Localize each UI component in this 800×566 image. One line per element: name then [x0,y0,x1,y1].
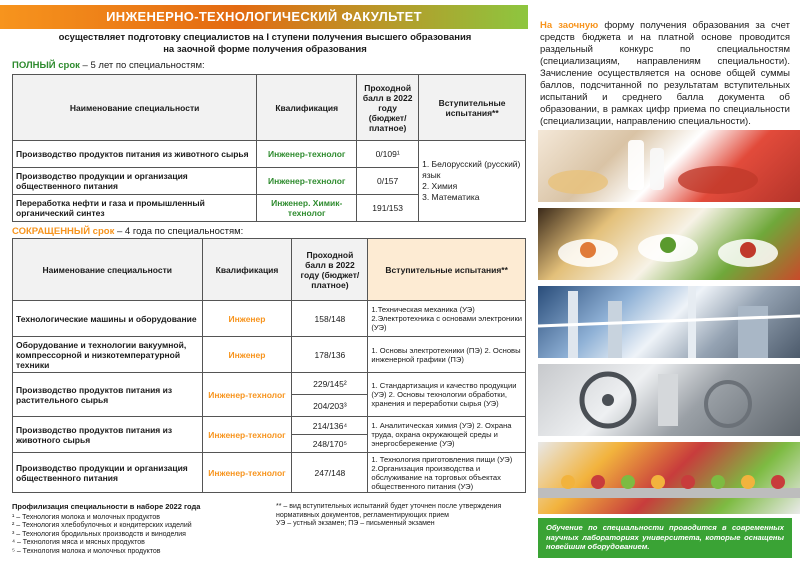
col-exams: Вступительные испытания** [368,239,526,301]
machinery-photo [538,364,800,436]
passing-score: 0/157 [357,168,419,195]
col-score: Проходной балл в 2022 году (бюджет/ платное) [357,75,419,141]
full-term-table [12,74,526,222]
footnotes-heading: Профилизация специальности в наборе 2022 года [12,502,201,511]
passing-score: 248/170⁵ [292,435,368,453]
specialty-name: Технологические машины и оборудование [13,301,203,337]
specialty-name: Оборудование и технологии вакуумной, компрессорной и низкотемпературной техники [13,337,203,373]
col-qualification: Квалификация [257,75,357,141]
production-line-photo [538,442,800,514]
refinery-photo [538,286,800,358]
admission-text: форму получения образования за счет средств бюджета и на платной основе проводится раздельный конкурс по специальностям (специализациям, направлениям специальности). Зачисление осуществляется на основе общей суммы баллов, подсчитанной по результатам вступительных испытаний и среднего балла документа об образовании, в рамках цифр приема по специальности (специализации, направлению специальности). [540,20,790,127]
passing-score: 204/203³ [292,395,368,417]
subtitle [10,32,520,56]
qualification: Инженер-технолог [257,168,357,195]
passing-score: 178/136 [292,337,368,373]
passing-score: 158/148 [292,301,368,337]
exam-item: 3. Математика [422,192,480,202]
full-term-desc: – 5 лет по специальностям: [79,60,205,71]
short-term-label: СОКРАЩЕННЫЙ срок [12,226,115,237]
specialty-name: Производство продуктов питания из животного сырья [13,417,203,453]
short-term-table [12,238,526,493]
col-specialty: Наименование специальности [13,75,257,141]
passing-score: 229/145² [292,373,368,395]
specialty-name: Переработка нефти и газа и промышленный органический синтез [13,195,257,222]
subtitle-line-2: на заочной форме получения образования [163,44,367,55]
specialty-name: Производство продуктов питания из растительного сырья [13,373,203,417]
exams-list [419,141,526,222]
qualification: Инженер. Химик-технолог [257,195,357,222]
table-row [13,301,526,337]
table-row [13,373,526,395]
table-row [13,337,526,373]
specialty-name: Производство продуктов питания из животного сырья [13,141,257,168]
table-row [13,417,526,435]
exam-abbrev-note: УЭ – устный экзамен; ПЭ – письменный экзамен [276,520,435,528]
table-row [13,141,526,168]
col-exams: Вступительные испытания** [419,75,526,141]
footnote-item: ³ – Технология бродильных производств и виноделия [12,530,186,538]
exam-notes [276,503,528,529]
admission-info [540,20,790,128]
qualification: Инженер-технолог [202,417,292,453]
dairy-products-photo [538,130,800,202]
short-term-desc: – 4 года по специальностям: [114,226,244,237]
qualification: Инженер [202,337,292,373]
subtitle-line-1: осуществляет подготовку специалистов на I ступени получения высшего образования [58,32,472,43]
passing-score: 0/109¹ [357,141,419,168]
footnotes [12,503,272,557]
qualification: Инженер-технолог [202,453,292,493]
exam-item: 1. Белорусский (русский) язык [422,159,521,180]
exams-list: 1. Технология приготовления пищи (УЭ) 2.Организация производства и обслуживание на торговых объектах общественного питания (УЭ) [368,453,526,493]
passing-score: 191/153 [357,195,419,222]
qualification: Инженер [202,301,292,337]
qualification: Инженер-технолог [202,373,292,417]
faculty-title: ИНЖЕНЕРНО-ТЕХНОЛОГИЧЕСКИЙ ФАКУЛЬТЕТ [0,5,528,29]
prepared-dishes-photo [538,208,800,280]
footnote-item: ⁵ – Технология молока и молочных продуктов [12,547,161,555]
footnote-item: ² – Технология хлебобулочных и кондитерских изделий [12,522,192,530]
col-qualification: Квалификация [202,239,292,301]
exams-list: 1. Аналитическая химия (УЭ) 2. Охрана труда, охрана окружающей среды и энергосбережение (УЭ) [368,417,526,453]
passing-score: 247/148 [292,453,368,493]
col-specialty: Наименование специальности [13,239,203,301]
admission-highlight: На заочную [540,20,599,31]
table-row [13,453,526,493]
qualification: Инженер-технолог [257,141,357,168]
col-score: Проходной балл в 2022 году (бюджет/ платное) [292,239,368,301]
exam-note: ** – вид вступительных испытаний будет уточнен после утверждения нормативных документов, регламентирующих прием [276,503,502,519]
laboratory-note: Обучение по специальности проводится в современных научных лабораториях университета, которые оснащены новейшим оборудованием. [538,518,792,558]
passing-score: 214/136⁴ [292,417,368,435]
full-term-label: ПОЛНЫЙ срок [12,60,80,71]
specialty-name: Производство продукции и организация общественного питания [13,453,203,493]
specialty-name: Производство продукции и организация общественного питания [13,168,257,195]
full-term-heading [12,60,205,72]
footnote-item: ¹ – Технология молока и молочных продуктов [12,513,160,521]
short-term-heading [12,226,243,238]
exam-item: 2. Химия [422,181,458,191]
footnote-item: ⁴ – Технология мяса и мясных продуктов [12,539,145,547]
exams-list: 1. Стандартизация и качество продукции (УЭ) 2. Основы технологии обработки, хранения и переработки сырья (УЭ) [368,373,526,417]
exams-list: 1. Основы электротехники (ПЭ) 2. Основы инженерной графики (ПЭ) [368,337,526,373]
exams-list: 1.Техническая механика (УЭ) 2.Электротехника с основами электроники (УЭ) [368,301,526,337]
